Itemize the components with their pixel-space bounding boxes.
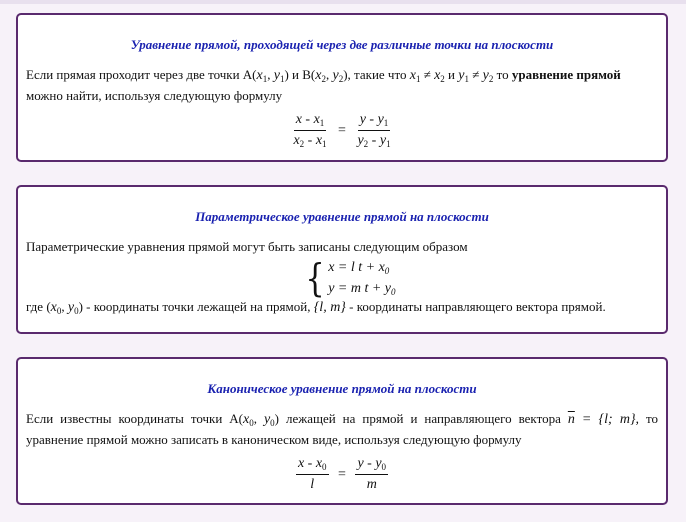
card-paragraph: Если прямая проходит через две точки $A(x_1$, $y_1$) и $B(x_2$, $y_2$), такие что $x_1 \ne x_2$ и $y_1 \ne y_2$ то уравнение прямой можно найти, используя следующую формулу [26, 67, 621, 103]
card-paragraph-2: где ($x_0$, $y_0$) - координаты точки лежащей на прямой, {l, m} - координаты направляющего вектора прямой. [26, 299, 606, 316]
fraction-right: $\frac{y - y_1}{y_2 - y_1}$ [357, 112, 391, 149]
card-paragraph: Параметрические уравнения прямой могут быть записаны следующим образом [26, 239, 468, 254]
card-title: Каноническое уравнение прямой на плоскости [207, 381, 477, 396]
card-title: Уравнение прямой, проходящей через две различные точки на плоскости [130, 37, 554, 52]
fraction-right: $\frac{y - y_0}{m}$ [357, 456, 387, 492]
canonical-formula: $\frac{x - x_0}{l}$ = $\frac{y - y_0}{m}$ [297, 456, 387, 492]
canonical-card [16, 357, 668, 505]
parametric-card [16, 185, 668, 334]
left-brace: { [305, 256, 325, 300]
fraction-left: $\frac{x - x_1}{x_2 - x_1}$ [293, 112, 327, 149]
two-points-formula: $\frac{x - x_1}{x_2 - x_1}$ = $\frac{y - y_1}{y_2 - y_1}$ [293, 112, 391, 149]
card-paragraph: Если известны координаты точки $A(x_0$, $y_0$) лежащей на прямой и направляющего вектора $\overline{n} = \{l$; m}, то уравнение прямой можно записать в каноническом виде, используя следующую формулу [26, 411, 659, 447]
two-points-card [16, 13, 668, 162]
card-title: Параметрическое уравнение прямой на плоскости [195, 209, 489, 224]
parametric-system: { x = l $t + x_0$ y = m $t + y_0$ [305, 256, 396, 300]
top-strip [0, 0, 686, 4]
fraction-left: $\frac{x - x_0}{l}$ [297, 456, 327, 492]
